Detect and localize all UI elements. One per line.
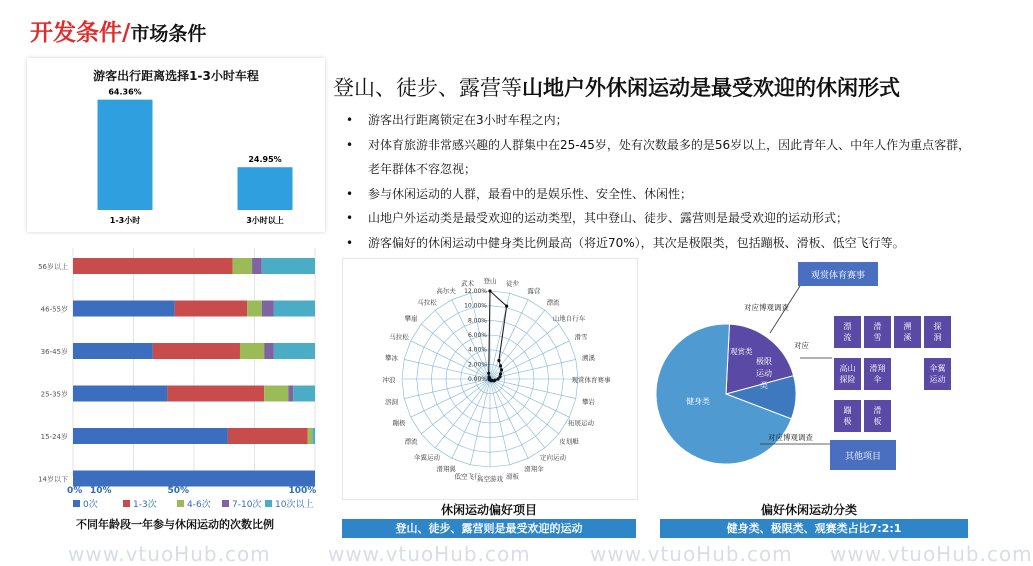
x-tick-label: 1-3小时 [109,216,141,225]
connector-label: 对应博观调查 [744,303,789,312]
bullet-dot: • [346,235,354,250]
stack-segment [252,258,262,274]
bar [98,100,153,210]
extreme-item-box [864,400,891,432]
pie-label: 观赏类 [730,347,753,356]
bar-value-label: 24.95% [248,155,282,165]
radar-axis-label: 低空飞行 [454,472,481,481]
footer-watermark: www.vtuoHub.com [590,542,793,566]
radar-spoke [490,300,528,379]
radar-axis-label: 拓展运动 [567,418,594,427]
headline-bold: 山地户外休闲运动是最受欢迎的休闲形式 [522,76,900,100]
footer-watermark: www.vtuoHub.com [328,542,531,566]
radar-tick-label: 6.00% [467,332,487,339]
extreme-item-label: 溯 [903,322,912,331]
x-tick-label: 100% [288,486,317,496]
radar-axis-label: 皮划艇 [559,437,579,446]
bullet-dot: • [346,211,354,225]
extreme-item-box [834,400,861,432]
extreme-item-label: 伞翼 [929,364,946,373]
footer-watermark: www.vtuoHub.com [830,542,1033,566]
radar-axis-label: 漂流 [404,437,418,446]
stack-segment [274,343,315,359]
header-title: 开发条件/ [30,20,131,46]
y-tick-label: 36-45岁 [40,348,68,356]
stack-segment [153,343,240,359]
y-tick-label: 46-55岁 [40,305,68,314]
legend-label: 4-6次 [187,500,211,510]
distance-chart-title: 游客出行距离选择1-3小时车程 [93,69,259,83]
extreme-item-box [924,358,951,390]
list-item: • 游客偏好的休闲运动中健身类比例最高（将近70%），其次是极限类，包括蹦极、滑板、低空飞行等。 [340,231,976,256]
stack-segment [228,428,308,444]
radar-point [499,372,502,375]
stack-segment [288,386,293,402]
radar-axis-label: 攀岩 [581,398,595,407]
legend-label: 10次以上 [275,500,314,510]
headline [333,72,900,102]
stack-segment [262,258,315,274]
radar-chart-caption: 登山、徒步、露营则是最受欢迎的运动 [342,519,636,538]
radar-axis-label: 冲浪 [382,376,396,384]
legend-swatch [222,500,229,507]
legend-label: 0次 [83,500,98,510]
radar-point [497,359,500,362]
radar-axis-label: 定向运动 [539,453,566,462]
extreme-item-label: 运动 [929,375,946,384]
y-tick-label: 56岁以上 [38,263,68,271]
distance-chart-panel [27,58,325,232]
list-item: • 对体育旅游非常感兴趣的人群集中在25-45岁，处有次数最多的是56岁以上，因此青年人、中年人作为重点客群，老年群体不容忽视； [340,133,976,182]
radar-point [505,304,508,307]
radar-axis-label: 伞翼运动 [414,453,441,462]
age-chart-caption: 不同年龄段一年参与休闲运动的次数比例 [76,518,274,531]
stack-segment [313,428,315,444]
radar-axis-label: 马拉松 [389,333,409,342]
extreme-item-label: 极 [843,417,852,426]
list-item: • 参与休闲运动的人群，最看中的是娱乐性、安全性、休闲性； [340,182,976,207]
legend-label: 1-3次 [133,500,157,510]
radar-point [499,364,502,367]
extreme-item-label: 探险 [839,375,856,384]
bullet-dot: • [346,113,354,127]
radar-axis-label: 溶洞 [385,398,399,407]
legend-label: 7-10次 [232,500,262,510]
radar-axis-label: 露营 [527,286,541,295]
page-header [30,14,206,47]
x-tick-label: 3小时以上 [246,216,284,225]
radar-axis-label: 滑翔伞 [524,465,544,474]
header-subtitle: 市场条件 [130,23,207,45]
stack-segment [274,301,315,317]
extreme-item-box [834,358,861,390]
bar [238,167,293,210]
radar-chart-panel [342,258,638,500]
radar-tick-label: 4.00% [467,346,487,354]
list-item: • 游客出行距离锁定在3小时车程之内； [340,108,976,133]
extreme-item-label: 伞 [873,375,882,384]
radar-axis-label: 观赏体育赛事 [571,376,611,384]
stack-segment [247,301,262,317]
x-tick-label: 10% [90,486,112,496]
radar-axis-label: 高空游戏 [477,475,503,483]
radar-spoke [411,379,490,417]
headline-prefix: 登山、徒步、露营等 [333,76,522,100]
x-tick-label: 50% [167,486,190,496]
stack-segment [73,343,153,359]
extreme-item-box [834,316,861,348]
radar-chart-title: 休闲运动偏好项目 [440,503,537,517]
radar-axis-label: 攀冰 [385,353,399,362]
radar-spoke [490,379,569,417]
category-box-label: 观赏体育赛事 [810,271,866,281]
radar-chart [343,259,637,499]
extreme-item-label: 高山 [839,364,856,373]
stack-segment [264,386,288,402]
extreme-item-label: 滑翔 [869,364,886,373]
connector-label: 对应 [794,341,809,350]
pie-label: 运动 [756,369,772,378]
pie-label: 健身类 [686,397,710,406]
radar-axis-label: 溯溪 [581,353,595,362]
radar-point [487,375,490,378]
radar-axis-label: 武术 [461,279,475,288]
y-tick-label: 14岁以下 [38,475,68,484]
stack-segment [73,301,175,317]
stack-segment [262,301,274,317]
radar-axis-label: 马拉松 [417,298,437,307]
stack-segment [240,343,264,359]
radar-axis-label: 攀崖 [404,314,418,323]
extreme-item-box [924,316,951,348]
extreme-item-box [894,316,921,348]
legend-swatch [73,500,80,507]
radar-tick-label: 10.00% [464,302,487,310]
extreme-item-label: 溪 [903,333,912,342]
radar-axis-label: 滑板 [505,472,519,481]
pie-label: 类 [760,381,768,390]
radar-tick-label: 0.00% [467,376,487,383]
x-tick-label: 0% [67,486,83,496]
stack-segment [73,428,228,444]
radar-axis-label: 徒步 [505,279,519,288]
radar-point [488,289,491,292]
radar-point [496,377,499,380]
stack-segment [167,386,264,402]
radar-spoke [452,379,490,458]
footer-watermark: www.vtuoHub.com [68,542,271,566]
radar-axis-label: 蹦极 [392,418,406,427]
pie-chart [650,258,968,498]
radar-tick-label: 8.00% [467,317,487,325]
extreme-item-label: 流 [843,333,852,342]
extreme-item-label: 蹦 [843,406,852,415]
radar-axis-label: 漂流 [546,298,560,307]
stack-segment [73,258,233,274]
pie-chart-panel [650,258,968,498]
radar-axis-label: 滑雪 [574,333,588,342]
pie-chart-caption: 健身类、极限类、观赛类占比7:2:1 [660,519,968,538]
y-tick-label: 25-35岁 [40,390,68,399]
extreme-item-label: 雪 [873,333,882,342]
radar-axis-label: 登山 [483,277,497,285]
radar-tick-label: 2.00% [467,361,487,369]
list-item: • 山地户外运动类是最受欢迎的运动类型，其中登山、徒步、露营则是最受欢迎的运动形式； [340,206,976,231]
legend-swatch [177,500,184,507]
stack-segment [293,386,315,402]
radar-axis-label: 高尔夫 [436,286,456,295]
bullet-dot: • [346,186,354,201]
stack-segment [73,386,167,402]
pie-label: 极限 [756,357,772,366]
age-frequency-chart [27,244,323,536]
bar-value-label: 64.36% [108,87,142,97]
radar-point [487,372,490,375]
stack-segment [308,428,313,444]
radar-axis-label: 山地自行车 [552,314,586,323]
distance-bar-chart [27,82,325,232]
bullet-dot: • [346,137,354,152]
extreme-item-label: 洞 [933,333,942,342]
y-tick-label: 15-24岁 [40,433,68,441]
stack-segment [73,471,315,487]
category-box-label: 其他项目 [844,452,882,462]
extreme-item-label: 板 [873,417,882,426]
connector-label: 对应博观调查 [768,433,813,442]
stack-segment [233,258,252,274]
extreme-item-label: 滑 [873,406,882,415]
bullet-list [340,108,976,255]
stack-segment [175,301,248,317]
legend-swatch [123,500,130,507]
stack-segment [264,343,274,359]
radar-point [500,368,503,371]
legend-swatch [265,500,272,507]
radar-tick-label: 12.00% [464,288,487,295]
radar-axis-label: 滑翔翼 [436,465,456,474]
pie-chart-title: 偏好休闲运动分类 [760,503,857,517]
extreme-item-box [864,358,891,390]
extreme-item-label: 探 [933,322,942,331]
extreme-item-label: 漂 [843,322,852,331]
radar-spoke [490,379,528,458]
extreme-item-label: 滑 [873,322,882,331]
stacked-bar-chart [27,244,323,514]
extreme-item-box [864,316,891,348]
